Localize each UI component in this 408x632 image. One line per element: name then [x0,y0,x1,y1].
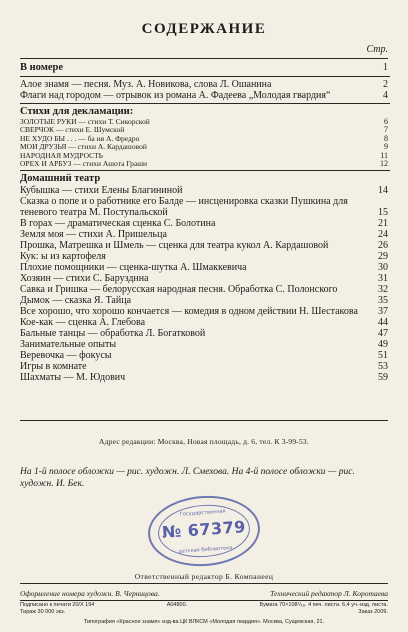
toc-entry [20,251,390,262]
toc-entry-page: 6 [384,117,388,126]
toc-entry [20,372,390,383]
toc-entry-title: Прошка, Матрешка и Шмель — сценка для театра кукол А. Кардашовой [20,240,329,252]
toc-entry-title: Бальные танцы — обработка Л. Богатковой [20,328,206,340]
toc-entry-page: 2 [383,79,388,90]
toc-entry [20,160,390,168]
imprint-rule [20,600,388,601]
imprint-circulation: Тираж 30 000 экз. [20,608,66,615]
tech-editor-credit: Технический редактор Л. Коротаева [270,589,388,598]
toc-entry-title: Сказка о попе и о работнике его Балде — инсценировка сказки Пушкина для теневого театра М. Поступальской [20,196,348,219]
toc-entry-title: Хозяин — стихи С. Барузднна [20,273,149,285]
toc-entry [20,62,390,74]
toc-entry-title: В горах — драматическая сценка С. Болотина [20,218,216,230]
toc-entry-title: МОИ ДРУЗЬЯ — стихи А. Кардашовой [20,142,147,152]
toc-entry-page: 29 [378,251,388,263]
toc-entry-title: Домашний театр [20,173,101,185]
page-title: СОДЕРЖАНИЕ [141,21,267,37]
toc-entry-page: 51 [378,350,388,362]
section-divider [20,76,390,77]
toc-entry-page: 26 [378,240,388,252]
toc-entry [20,295,390,306]
cover-credits: На 1-й полосе обложки — рис. художн. Л. Смехова. На 4-й полосе обложки — рис. художн. И. Бек. [20,467,355,489]
toc-entry-page: 53 [378,361,388,373]
stamp-number: № 67379 [161,517,247,542]
toc-entry-title: Дымок — сказка Я. Тайца [20,295,132,307]
toc-entry-title: Кук: ы из картофеля [20,251,106,263]
toc-entry [20,262,390,273]
toc-entry-title: НЕ ХУДО БЫ . . . — ба ня А. Фредро [20,133,140,143]
imprint-order: Заказ 2009. [358,608,388,615]
toc-entry [20,350,390,361]
bottom-rule [20,420,388,421]
toc-entry-title: Кубышка — стихи Елены Благининой [20,185,183,197]
toc-entry-page: 59 [378,372,388,384]
toc-entry [20,196,390,218]
toc-entry [20,317,390,328]
stamp-top-text: Государственная [179,508,226,518]
toc-entry [20,218,390,229]
editorial-address: Адрес редакции: Москва, Новая площадь, д. 6, тел. К 3-99-53. [99,437,309,446]
section-divider [20,103,390,104]
toc-entry [20,90,390,101]
toc-entry-title: Все хорошо, что хорошо кончается — комедия в одном действии Н. Шестакова [20,306,358,318]
toc-entry [20,273,390,284]
imprint-signed: Подписано к печати 20/X 194 [20,602,95,608]
toc-entry-page: 11 [380,150,388,160]
design-credit: Оформление номера художн. В. Черницова. [20,589,160,598]
toc-entry-page: 35 [378,295,388,307]
toc-entry-page: 9 [384,142,388,152]
table-of-contents [20,62,390,383]
toc-entry-title: Шахматы — М. Юдович [20,372,126,384]
toc-entry-title: Стихи для декламации: [20,106,134,117]
editor-in-chief: Ответственный редактор Б. Компанеец [134,572,274,581]
library-stamp [146,492,263,570]
toc-entry-page: 12 [380,159,388,169]
toc-entry [20,173,390,185]
toc-entry-title: ОРЕХ И АРБУЗ — стихи Ашота Граши [20,159,148,169]
top-rule [20,58,388,59]
toc-entry-page: 21 [378,218,388,230]
toc-entry-page: 7 [384,125,388,135]
imprint-paper: Бумага 70×108¹/₁₆. 4 печ. листа. 6,4 уч.-изд. листа. [259,602,388,608]
toc-entry-page: 30 [378,262,388,274]
toc-entry [20,79,390,90]
toc-entry-page: 37 [378,306,388,318]
toc-entry-title: В номере [20,62,64,73]
toc-entry [20,185,390,196]
toc-entry-page: 1 [383,62,388,73]
toc-entry-title: Плохие помощники — сценка-шутка А. Шмаккевича [20,262,247,274]
toc-entry-title: ЗОЛОТЫЕ РУКИ — стихи Т. Сикорской [20,117,150,126]
toc-entry-page: 32 [378,284,388,296]
credits-rule [20,583,388,584]
toc-entry-page: 24 [378,229,388,241]
toc-entry-page: 44 [378,317,388,329]
toc-entry-title: Веревочка — фокусы [20,350,112,362]
toc-entry-title: Алое знамя — песня. Муз. А. Новикова, слова Л. Ошанина [20,79,272,90]
section-divider [20,170,390,171]
toc-entry-page: 47 [378,328,388,340]
toc-entry-page: 31 [378,273,388,285]
toc-entry-page: 14 [378,185,388,197]
toc-entry [20,339,390,350]
stamp-bottom-text: детская библиотека [178,545,233,555]
toc-entry-title: Кое-как — сценка А. Глебова [20,317,146,329]
toc-entry-title: Савка и Гришка — белорусская народная песня. Обработка С. Полонского [20,284,338,296]
printer-line: Типография «Красное знамя» изд-ва ЦК ВЛКСМ «Молодая гвардия». Москва, Сущевская, 21. [83,619,325,625]
toc-entry [20,306,390,317]
toc-entry [20,284,390,295]
print-imprint [20,602,388,615]
toc-entry-page: 49 [378,339,388,351]
toc-entry-title: Занимательные опыты [20,339,117,351]
toc-entry-title: Флаги над городом — отрывок из романа А. Фадеева „Молодая гвардия“ [20,90,331,101]
imprint-code: А04800. [166,602,188,608]
toc-entry [20,229,390,240]
toc-entry [20,240,390,251]
toc-entry-title: Земля моя — стихи А. Пришельца [20,229,167,241]
toc-entry-page: 4 [383,90,388,101]
toc-entry-title: Игры в комнате [20,361,87,373]
toc-entry-title: СВЕРЧОК — стихи Е. Шумской [20,125,125,135]
page-column-heading: Стр. [366,44,388,55]
toc-entry-page: 8 [384,133,388,143]
toc-entry [20,361,390,372]
toc-entry [20,328,390,339]
toc-entry-page: 15 [378,207,388,219]
design-credits [20,589,388,598]
toc-entry-title: НАРОДНАЯ МУДРОСТЬ [20,150,103,160]
